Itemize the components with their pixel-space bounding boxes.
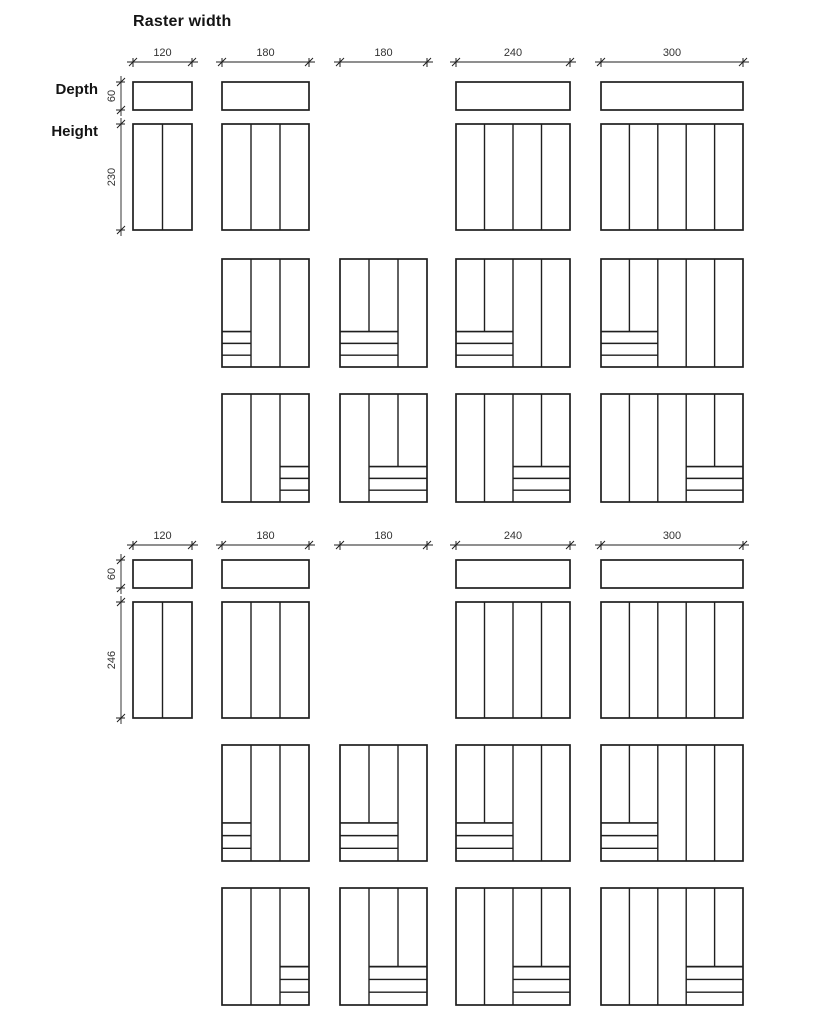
width-dim-label: 240 xyxy=(503,530,523,542)
height-dim-label: 230 xyxy=(106,167,118,187)
width-dim xyxy=(216,530,315,550)
width-dim-label: 180 xyxy=(374,530,393,542)
cabinet-front xyxy=(222,745,309,861)
cabinet-front xyxy=(222,394,309,502)
cabinet-front xyxy=(133,124,192,230)
height-dim xyxy=(106,596,125,724)
width-dim-label: 120 xyxy=(153,47,172,59)
cabinet-front xyxy=(601,602,743,718)
cabinet-front xyxy=(601,394,743,502)
width-dim xyxy=(595,530,749,550)
cabinet-front xyxy=(601,124,743,230)
depth-box xyxy=(222,560,309,588)
cabinet-front xyxy=(222,602,309,718)
depth-dim-label: 60 xyxy=(106,567,118,581)
width-dim xyxy=(450,530,576,550)
width-dim-label: 120 xyxy=(153,530,172,542)
width-dim xyxy=(334,47,433,67)
width-dim xyxy=(127,530,198,550)
cabinet-front xyxy=(601,888,743,1005)
width-dim-label: 180 xyxy=(256,47,275,59)
width-dim-label: 300 xyxy=(662,47,682,59)
height-dim-label: 246 xyxy=(106,650,118,670)
cabinet-front xyxy=(222,124,309,230)
depth-box xyxy=(601,560,743,588)
depth-box xyxy=(222,82,309,110)
width-dim-label: 240 xyxy=(503,47,523,59)
cabinet-front xyxy=(456,259,570,367)
depth-dim xyxy=(106,76,125,116)
depth-dim xyxy=(106,554,125,594)
cabinet-front xyxy=(340,745,427,861)
depth-box xyxy=(456,560,570,588)
cabinet-front xyxy=(601,259,743,367)
cabinet-front xyxy=(456,394,570,502)
cabinet-front xyxy=(456,745,570,861)
cabinet-front xyxy=(340,394,427,502)
depth-box xyxy=(133,560,192,588)
width-dim xyxy=(450,47,576,67)
depth-box xyxy=(456,82,570,110)
depth-label: Depth xyxy=(55,81,98,98)
width-dim xyxy=(334,530,433,550)
width-dim-label: 300 xyxy=(662,530,682,542)
cabinet-front xyxy=(340,888,427,1005)
height-dim xyxy=(106,118,125,236)
page-title: Raster width xyxy=(133,13,232,30)
cabinet-front xyxy=(340,259,427,367)
width-dim xyxy=(595,47,749,67)
cabinet-front xyxy=(222,259,309,367)
width-dim xyxy=(216,47,315,67)
cabinet-front xyxy=(222,888,309,1005)
depth-dim-label: 60 xyxy=(106,89,118,103)
width-dim-label: 180 xyxy=(374,47,393,59)
cabinet-front xyxy=(133,602,192,718)
cabinet-front xyxy=(456,124,570,230)
height-label: Height xyxy=(51,123,98,140)
cabinet-front xyxy=(456,888,570,1005)
width-dim-label: 180 xyxy=(256,530,275,542)
depth-box xyxy=(133,82,192,110)
width-dim xyxy=(127,47,198,67)
cabinet-front xyxy=(456,602,570,718)
cabinet-front xyxy=(601,745,743,861)
depth-box xyxy=(601,82,743,110)
